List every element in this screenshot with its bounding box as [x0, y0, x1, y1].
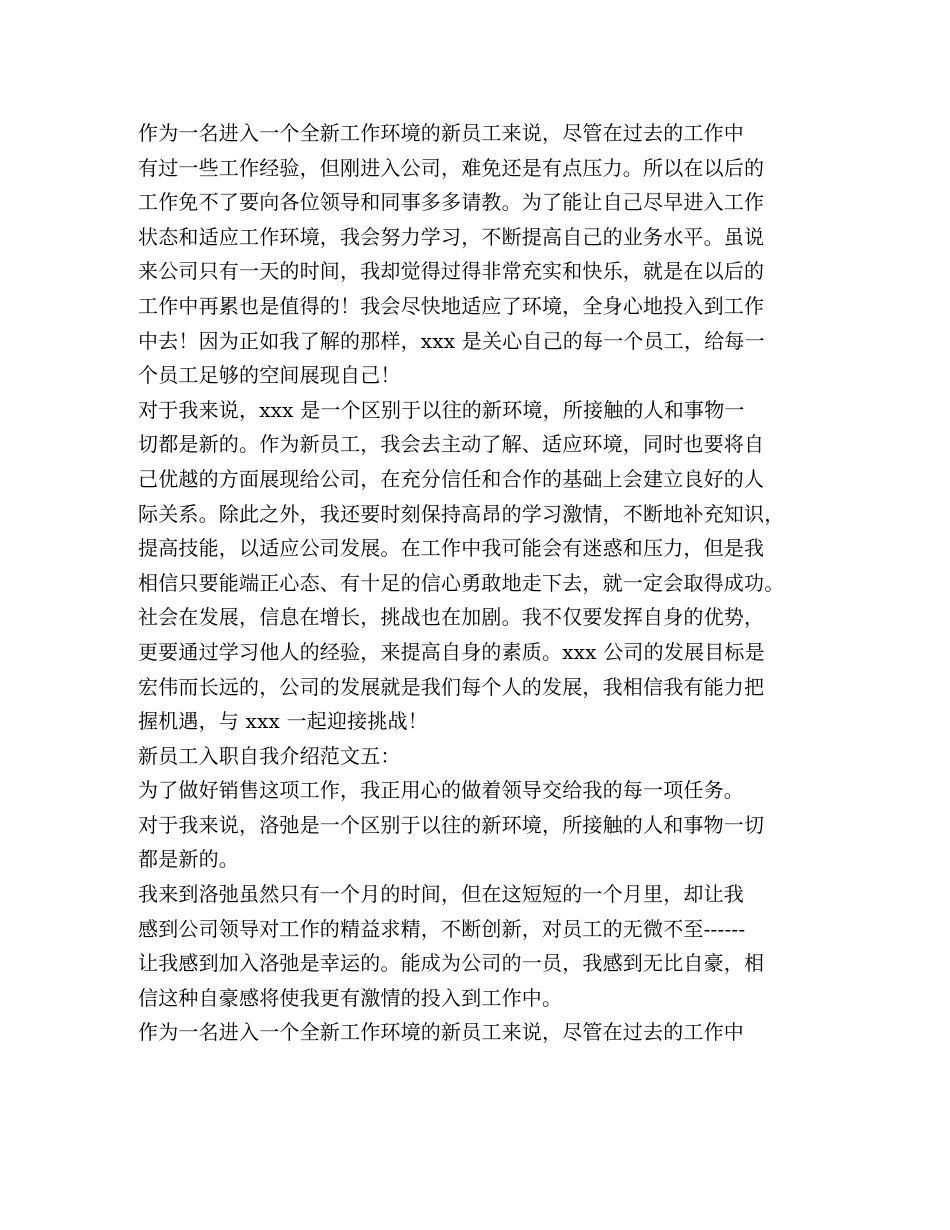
text-line: 状态和适应工作环境，我会努力学习，不断提高自己的业务水平。虽说 [138, 224, 765, 249]
text-line: 有过一些工作经验，但刚进入公司，难免还是有点压力。所以在以后的 [138, 155, 765, 180]
text-line: 信这种自豪感将使我更有激情的投入到工作中。 [138, 985, 563, 1010]
text-line: 为了做好销售这项工作，我正用心的做着领导交给我的每一项任务。 [138, 778, 744, 803]
text-line: 来公司只有一天的时间，我却觉得过得非常充实和快乐，就是在以后的 [138, 259, 765, 284]
text-line: 都是新的。 [138, 847, 239, 872]
text-line: 对于我来说，洛弛是一个区别于以往的新环境，所接触的人和事物一切 [138, 812, 765, 837]
text-line: 相信只要能端正心态、有十足的信心勇敢地走下去，就一定会取得成功。 [138, 570, 785, 595]
text-line: 提高技能，以适应公司发展。在工作中我可能会有迷惑和压力，但是我 [138, 536, 765, 561]
text-line: 己优越的方面展现给公司，在充分信任和合作的基础上会建立良好的人 [138, 466, 765, 491]
text-line: 握机遇，与 xxx 一起迎接挑战！ [138, 709, 428, 734]
text-line: 对于我来说，xxx 是一个区别于以往的新环境，所接触的人和事物一 [138, 397, 745, 422]
text-line: 更要通过学习他人的经验，来提高自身的素质。xxx 公司的发展目标是 [138, 639, 765, 664]
text-line: 让我感到加入洛弛是幸运的。能成为公司的一员，我感到无比自豪，相 [138, 951, 765, 976]
text-line: 宏伟而长远的，公司的发展就是我们每个人的发展，我相信我有能力把 [138, 674, 765, 699]
section-heading: 新员工入职自我介绍范文五： [138, 743, 401, 768]
document-body [138, 116, 818, 1050]
text-line: 我来到洛弛虽然只有一个月的时间，但在这短短的一个月里，却让我 [138, 882, 744, 907]
text-line: 社会在发展，信息在增长，挑战也在加剧。我不仅要发挥自身的优势， [138, 605, 765, 630]
text-line: 工作免不了要向各位领导和同事多多请教。为了能让自己尽早进入工作 [138, 190, 765, 215]
text-line: 际关系。除此之外，我还要时刻保持高昂的学习激情，不断地补充知识， [138, 501, 785, 526]
text-line: 工作中再累也是值得的！我会尽快地适应了环境，全身心地投入到工作 [138, 293, 765, 318]
text-line: 个员工足够的空间展现自己！ [138, 363, 401, 388]
text-line: 作为一名进入一个全新工作环境的新员工来说，尽管在过去的工作中 [138, 121, 744, 145]
text-line: 中去！因为正如我了解的那样，xxx 是关心自己的每一个员工，给每一 [138, 328, 765, 353]
text-line: 切都是新的。作为新员工，我会去主动了解、适应环境，同时也要将自 [138, 432, 765, 457]
text-line: 感到公司领导对工作的精益求精，不断创新，对员工的无微不至------ [138, 916, 746, 941]
text-line: 作为一名进入一个全新工作环境的新员工来说，尽管在过去的工作中 [138, 1020, 744, 1045]
